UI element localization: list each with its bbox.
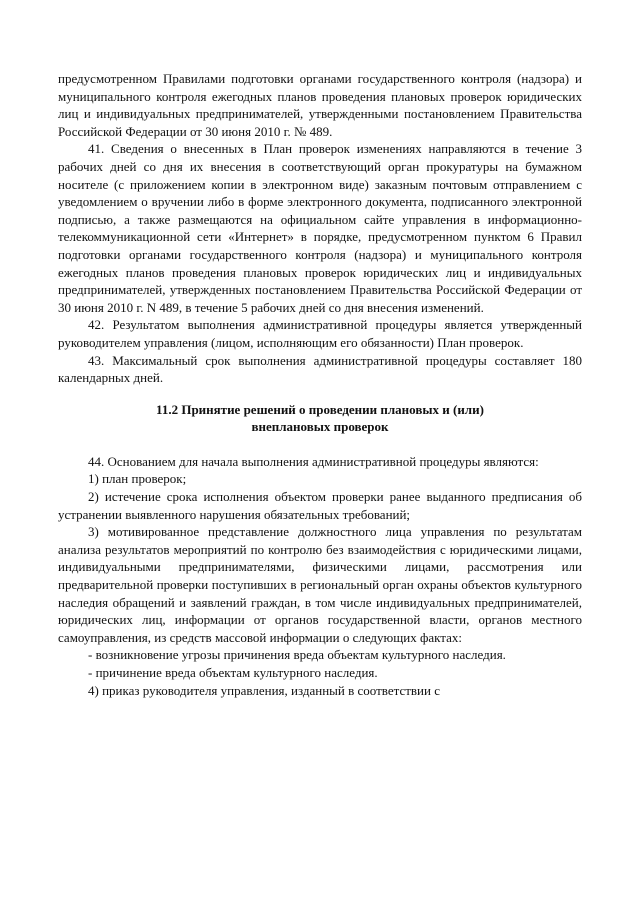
list-item-1: 1) план проверок; — [88, 471, 187, 487]
paragraph-41: 41. Сведения о внесенных в План проверок изменениях направляются в течение 3 рабочих дней со дня их внесения в соответствующий орган прокуратуры на бумажном носителе (с приложением копии в электронном виде) заказным почтовым отправлением с уведомлением о вручении либо в форме электронного документа, подписанного электронной подписью, а также размещаются на официальном сайте управления в информационно-телекоммуникационной сети «Интернет» в порядке, предусмотренном пунктом 6 Правил подготовки органами государственного контроля (надзора) и муниципального контроля ежегодных планов проведения плановых проверок юридических лиц и индивидуальных предпринимателей, утвержденных постановлением Правительства Российской Федерации от 30 июня 2010 г. N 489, в течение 5 рабочих дней со дня внесения изменений. — [58, 141, 582, 315]
document-page — [58, 70, 582, 699]
paragraph-44: 44. Основанием для начала выполнения административной процедуры являются: — [88, 453, 539, 469]
section-heading-line-1: 11.2 Принятие решений о проведении плановых и (или) — [156, 401, 484, 417]
paragraph-43: 43. Максимальный срок выполнения административной процедуры составляет 180 календарных дней. — [58, 352, 582, 386]
section-heading — [58, 401, 582, 436]
bullet-threat: - возникновение угрозы причинения вреда объектам культурного наследия. — [88, 647, 506, 663]
list-item-3: 3) мотивированное представление должностного лица управления по результатам анализа результатов мероприятий по контролю без взаимодействия с юридическими лицами, индивидуальными предпринимателями, физическими лицами, рассмотрения или предварительной проверки поступивших в региональный орган охраны объектов культурного наследия обращений и заявлений граждан, в том числе индивидуальных предпринимателей, юридических лиц, информации от органов государственной власти, органов местного самоуправления, из средств массовой информации о следующих фактах: — [58, 524, 582, 645]
paragraph-42: 42. Результатом выполнения административной процедуры является утвержденный руководителем управления (лицом, исполняющим его обязанности) План проверок. — [58, 317, 582, 350]
paragraph-continuation: предусмотренном Правилами подготовки органами государственного контроля (надзора) и муниципального контроля ежегодных планов проведения плановых проверок юридических лиц и индивидуальных предпринимателей, утвержденными постановлением Правительства Российской Федерации от 30 июня 2010 г. № 489. — [58, 71, 582, 139]
list-item-4: 4) приказ руководителя управления, изданный в соответствии с — [88, 682, 440, 698]
section-heading-line-2: внеплановых проверок — [251, 419, 389, 435]
list-item-2: 2) истечение срока исполнения объектом проверки ранее выданного предписания об устранении выявленного нарушения обязательных требований; — [58, 489, 582, 522]
bullet-harm: - причинение вреда объектам культурного наследия. — [88, 665, 378, 680]
